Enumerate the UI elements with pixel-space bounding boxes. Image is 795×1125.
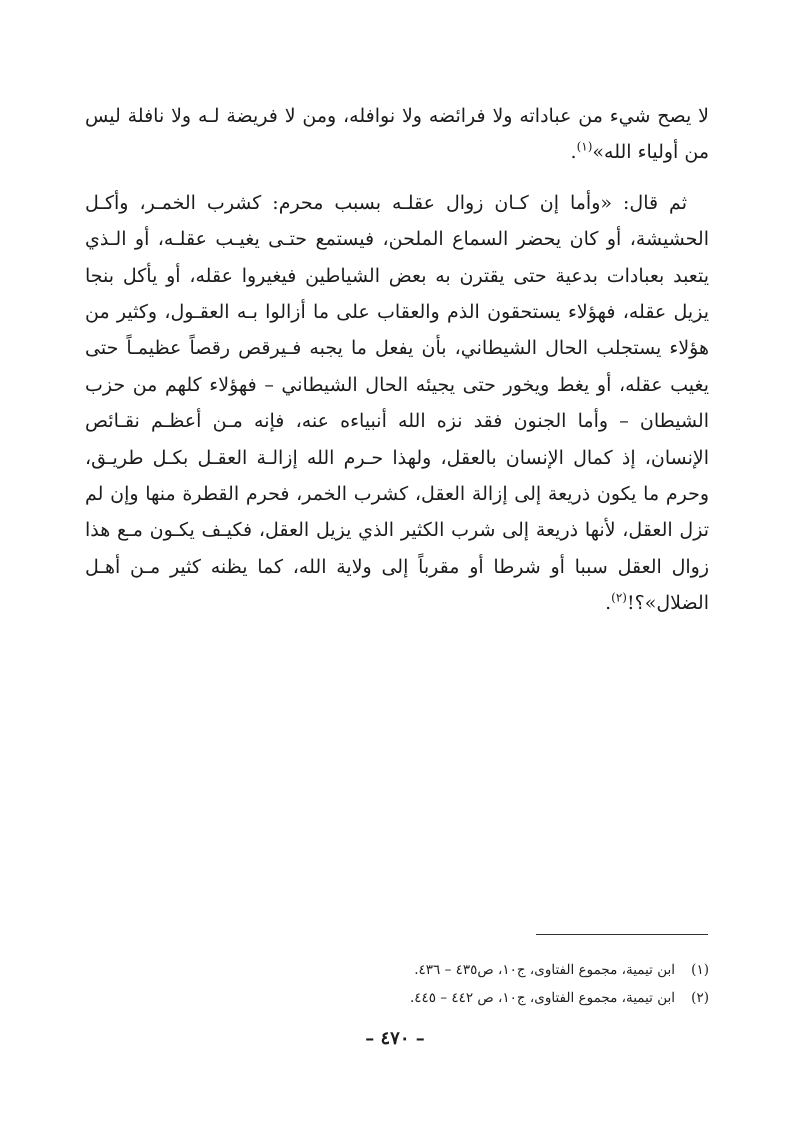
footnote-1-text: ابن تيمية، مجموع الفتاوى، ج١٠، ص٤٣٥ – ٤٣٦. xyxy=(414,962,675,978)
page-number: – ٤٧٠ – xyxy=(365,1028,425,1049)
paragraph-2 xyxy=(85,185,709,622)
footnotes xyxy=(200,956,709,1012)
main-text xyxy=(85,98,709,622)
footnote-2 xyxy=(200,984,709,1012)
footnote-ref-2[interactable]: (٢) xyxy=(611,590,627,605)
paragraph-1 xyxy=(85,98,709,171)
footnote-2-text: ابن تيمية، مجموع الفتاوى، ج١٠، ص ٤٤٢ – ٤٤٥. xyxy=(409,990,675,1006)
footnote-1-number: (١) xyxy=(691,962,709,978)
footnote-1 xyxy=(200,956,709,984)
footnote-2-number: (٢) xyxy=(691,990,709,1006)
footnote-divider xyxy=(536,934,708,935)
footnote-ref-1[interactable]: (١) xyxy=(576,140,593,155)
paragraph-1-text: لا يصح شيء من عباداته ولا فرائضه ولا نوافله، ومن لا فريضة لـه ولا نافلة ليس من أولياء الله» xyxy=(85,105,710,164)
paragraph-1-end: . xyxy=(570,141,577,164)
paragraph-2-text: ثم قال: «وأما إن كـان زوال عقلـه بسبب محرم: كشرب الخمـر، وأكـل الحشيشة، أو كان يحضر السماع الملحن، فيستمع حتـى يغيـب عقلـه، أو الـذي يتعبد بعبادات بدعية حتى يقترن به بعض الشياطين فيغيروا عقله، أو يأكل بنجا يزيل عقله، فهؤلاء يستحقون الذم والعقاب على ما أزالوا بـه العقـول، وكثير من هؤلاء يستجلب الحال الشيطاني، بأن يفعل ما يجبه فـيرقص رقصاً عظيمـاً حتى يغيب عقله، أو يغط ويخور حتى يجيئه الحال الشيطاني – فهؤلاء كلهم من حزب الشيطان – وأما الجنون فقد نزه الله أنبياءه عنه، فإنه مـن أعظـم نقـائص الإنسان، إذ كمال الإنسان بالعقل، ولهذا حـرم الله إزالـة العقـل بكـل طريـق، وحرم ما يكون ذريعة إلى إزالة العقل، كشرب الخمر، فحرم القطرة منها وإن لم تزل العقل، لأنها ذريعة إلى شرب الكثير الذي يزيل العقل، فكيـف يكـون مـع هذا زوال العقل سببا أو شرطا أو مقرباً إلى ولاية الله، كما يظنه كثير مـن أهـل الضلال»؟! xyxy=(85,191,709,615)
paragraph-2-end: . xyxy=(605,592,612,615)
